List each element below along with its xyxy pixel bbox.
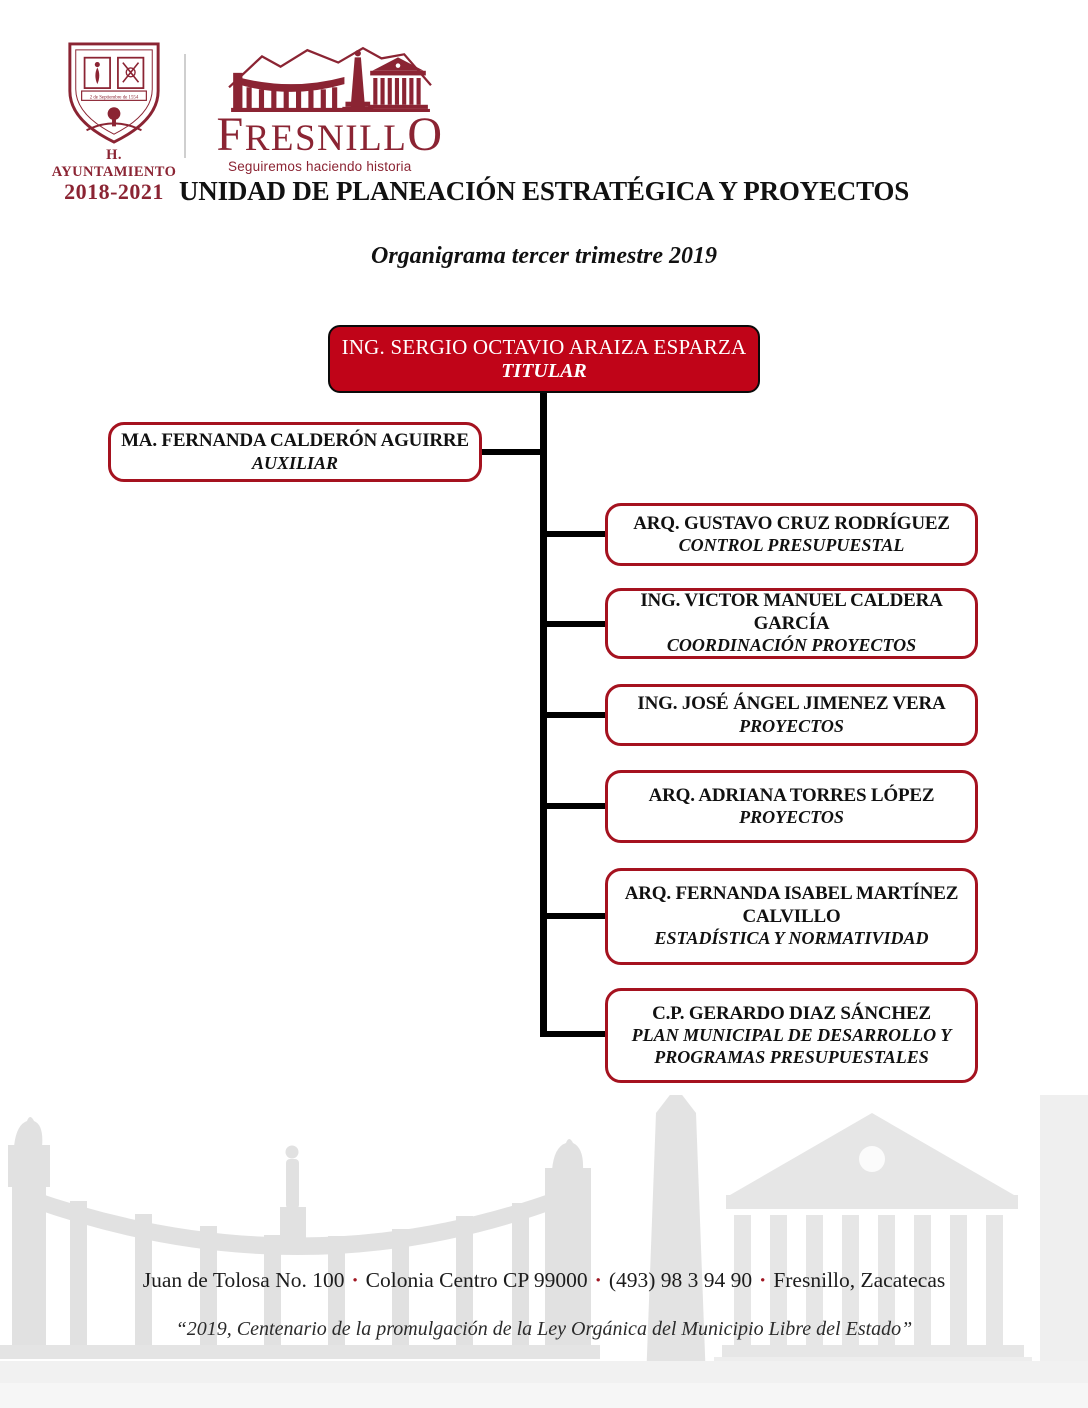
connector-report-1 [545,531,607,537]
person-name: ING. VICTOR MANUEL CALDERA GARCÍA [640,590,943,634]
connector-report-2 [545,621,607,627]
person-name: ARQ. FERNANDA ISABEL MARTÍNEZ CALVILLO [624,883,959,927]
address-separator-dot: · [759,1268,767,1292]
person-name: ARQ. GUSTAVO CRUZ RODRÍGUEZ [633,512,950,534]
address-separator-dot: · [594,1268,602,1292]
person-role: PLAN MUNICIPAL DE DESARROLLO Y PROGRAMAS PRESUPUESTALES [631,1025,952,1067]
brand-final: O [407,108,444,161]
org-node-estadistica-normatividad [605,868,978,965]
crest-caption: H. AYUNTAMIENTO [51,147,177,180]
person-name: C.P. GERARDO DIAZ SÁNCHEZ [652,1003,931,1025]
org-node-coordinacion-proyectos [605,588,978,659]
person-role: AUXILIAR [251,452,339,473]
person-role: CONTROL PRESUPUESTAL [678,535,905,556]
person-name: ING. JOSÉ ÁNGEL JIMENEZ VERA [637,693,946,715]
person-role: ESTADÍSTICA Y NORMATIVIDAD [654,928,929,949]
address-street: Juan de Tolosa No. 100 [142,1268,345,1292]
person-name: ING. SERGIO OCTAVIO ARAIZA ESPARZA [341,334,747,359]
footer-address [0,1268,1088,1293]
person-name: MA. FERNANDA CALDERÓN AGUIRRE [121,430,469,452]
brand-middle: RESNILL [244,118,408,159]
address-phone: (493) 98 3 94 90 [608,1268,753,1292]
connector-auxiliar [480,449,542,455]
org-node-proyectos-2 [605,770,978,843]
person-role: COORDINACIÓN PROYECTOS [666,635,917,656]
person-role: PROYECTOS [739,807,844,828]
connector-report-6 [545,1031,607,1037]
address-city: Fresnillo, Zacatecas [773,1268,946,1292]
org-node-plan-municipal [605,988,978,1083]
connector-report-5 [545,913,607,919]
address-colonia: Colonia Centro CP 99000 [365,1268,588,1292]
address-separator-dot: · [351,1268,359,1292]
page-subtitle: Organigrama tercer trimestre 2019 [371,243,717,269]
footer-quote: “2019, Centenario de la promulgación de la Ley Orgánica del Municipio Libre del Estado” [175,1318,913,1340]
connector-report-3 [545,712,607,718]
connector-report-4 [545,803,607,809]
person-role: TITULAR [501,359,587,382]
crest-banner-date: 2 de Septiembre de 1554 [89,95,139,101]
crest-term-years: 2018-2021 [64,179,164,204]
org-node-titular [328,325,760,393]
brand-initial: F [216,108,245,161]
org-node-control-presupuestal [605,503,978,566]
org-node-auxiliar [108,422,482,482]
org-node-proyectos-1 [605,684,978,746]
brand-tagline: Seguiremos haciendo historia [228,158,412,174]
page-title: UNIDAD DE PLANEACIÓN ESTRATÉGICA Y PROYECTOS [178,176,910,206]
person-name: ARQ. ADRIANA TORRES LÓPEZ [648,784,935,806]
person-role: PROYECTOS [739,715,844,736]
